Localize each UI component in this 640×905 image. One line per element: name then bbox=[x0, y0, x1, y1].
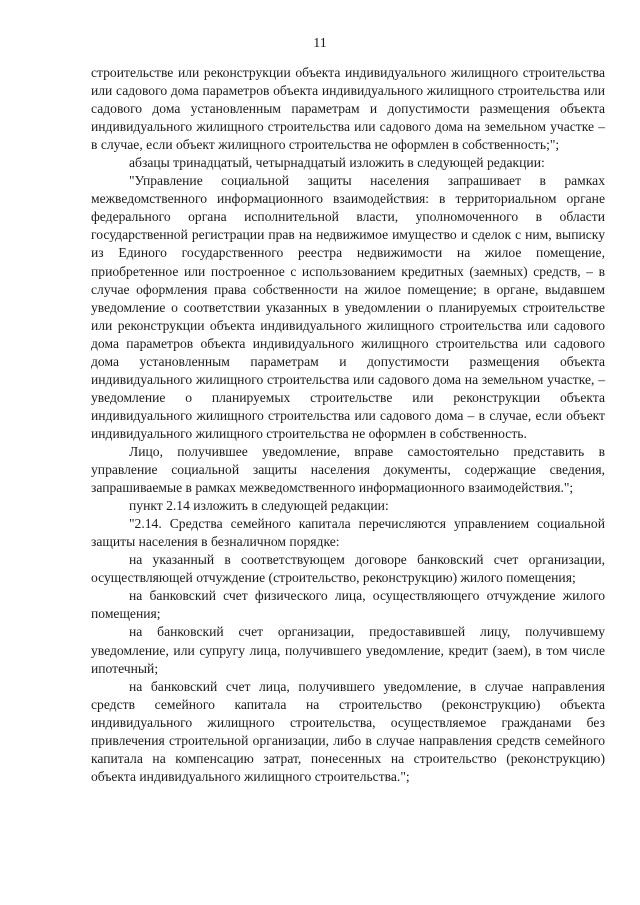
document-body bbox=[91, 64, 605, 786]
page-number: 11 bbox=[313, 36, 327, 51]
paragraph-list-item: на банковский счет лица, получившего уведомление, в случае направления средств семейного капитала на строительство (реконструкцию) объекта индивидуального жилищного строительства, осуществляемое гражданами без привлечения строительной организации, либо в случае направления средств семейного капитала на компенсацию затрат, понесенных на строительство (реконструкцию) объекта индивидуального жилищного строительства."; bbox=[91, 678, 605, 784]
paragraph-clause-intro: пункт 2.14 изложить в следующей редакции: bbox=[129, 498, 389, 514]
paragraph-list-item: на банковский счет организации, предоставившей лицу, получившему уведомление, или супругу лица, получившего уведомление, кредит (заем), в том числе ипотечный; bbox=[91, 624, 605, 676]
paragraph-continuation: строительстве или реконструкции объекта индивидуального жилищного строительства или садового дома параметров объекта индивидуального жилищного строительства или садового дома установленным параметрам и допустимости размещения объекта индивидуального жилищного строительства или садового дома на земельном участке – в случае, если объект жилищного строительства не оформлен в собственность;"; bbox=[91, 65, 605, 153]
paragraph-list-item: на банковский счет физического лица, осуществляющего отчуждение жилого помещения; bbox=[91, 588, 605, 622]
paragraph-clause-2-14: "2.14. Средства семейного капитала перечисляются управлением социальной защиты населения в безналичном порядке: bbox=[91, 516, 605, 550]
paragraph-interagency-request: "Управление социальной защиты населения запрашивает в рамках межведомственного информационного взаимодействия: в территориальном органе федерального органа исполнительной власти, уполномоченного в области государственной регистрации прав на недвижимое имущество и сделок с ним, выписку из Единого государственного реестра недвижимости на жилое помещение, приобретенное или построенное с использованием кредитных (заемных) средств, – в случае оформления права собственности на жилое помещение; в органе, выдавшем уведомление о соответствии указанных в уведомлении о планируемых строительстве или реконструкции объекта индивидуального жилищного строительства или садового дома параметров объекта индивидуального жилищного строительства или садового дома установленным параметрам и допустимости размещения объекта индивидуального жилищного строительства или садового дома на земельном участке, – уведомление о планируемых строительстве или реконструкции объекта индивидуального жилищного строительства или садового дома – в случае, если объект индивидуального жилищного строительства не оформлен в собственность. bbox=[91, 173, 605, 441]
paragraph-amendment-intro: абзацы тринадцатый, четырнадцатый изложить в следующей редакции: bbox=[129, 155, 545, 171]
paragraph-list-item: на указанный в соответствующем договоре банковский счет организации, осуществляющей отчуждение (строительство, реконструкцию) жилого помещения; bbox=[91, 552, 605, 586]
paragraph-self-submission: Лицо, получившее уведомление, вправе самостоятельно представить в управление социальной защиты населения документы, содержащие сведения, запрашиваемые в рамках межведомственного информационного взаимодействия."; bbox=[91, 443, 605, 496]
